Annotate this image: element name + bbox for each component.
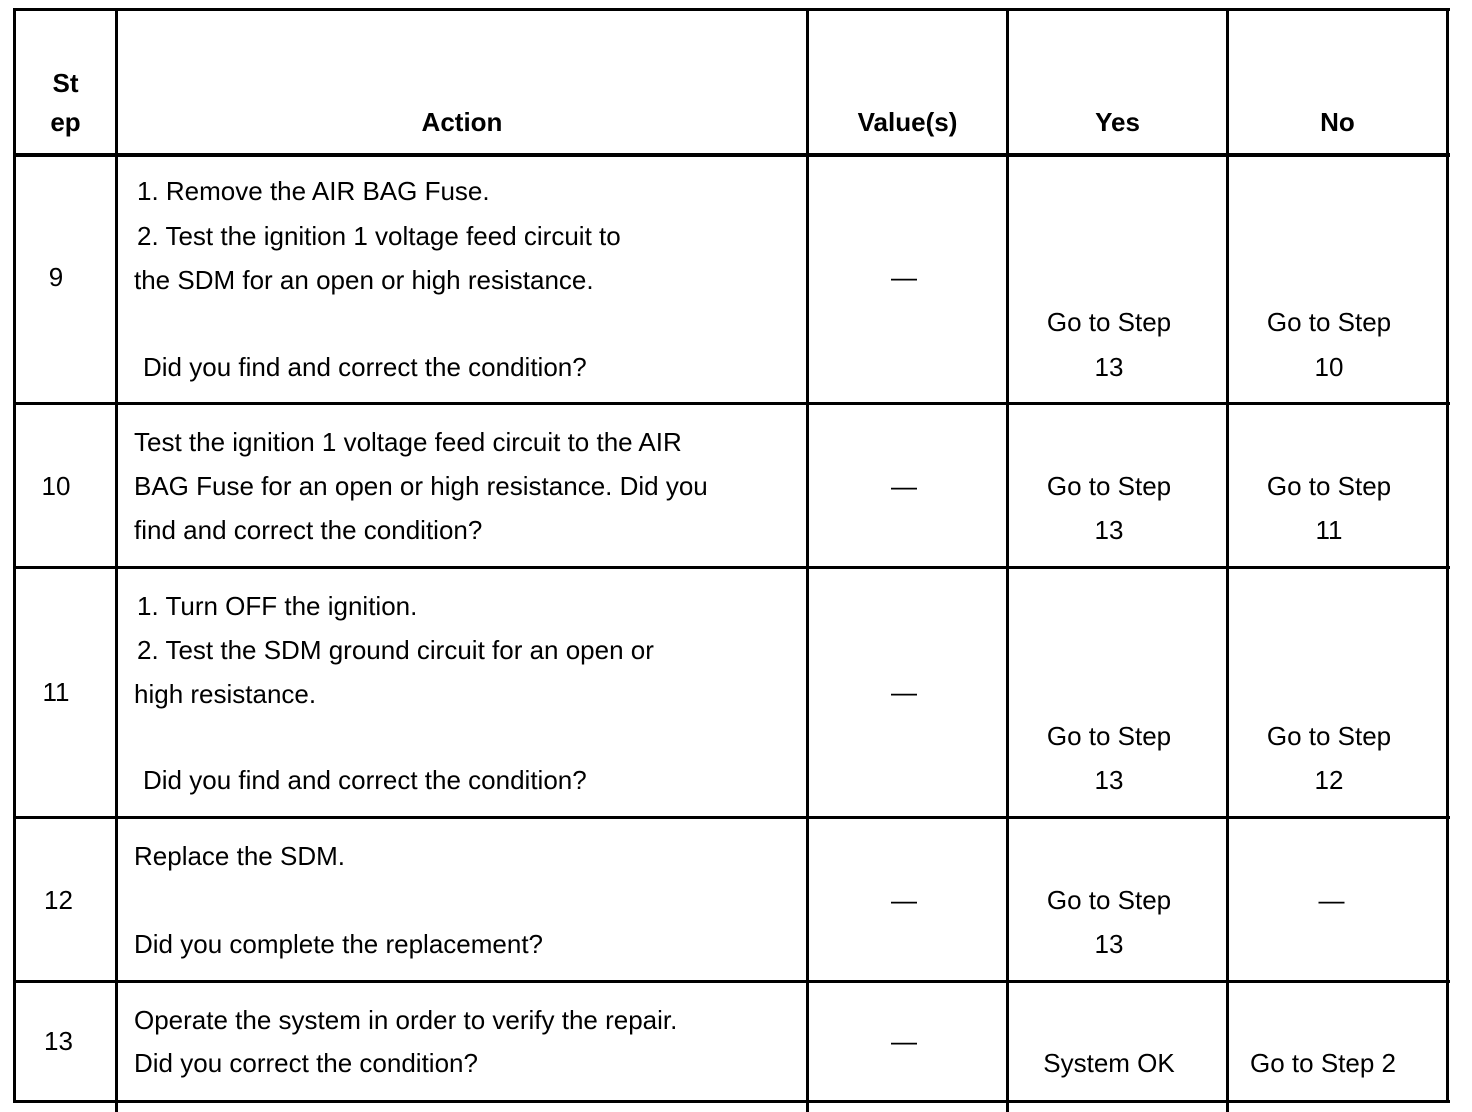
- header-no: No: [1320, 107, 1355, 137]
- step-number: 11: [42, 677, 70, 707]
- action-line: Did you find and correct the condition?: [143, 352, 587, 382]
- no-cell: Go to Step 2: [1250, 1048, 1396, 1078]
- yes-cell: 13: [1094, 352, 1124, 382]
- yes-cell: 13: [1094, 515, 1124, 545]
- column-divider: [1226, 8, 1229, 1112]
- action-line: Did you find and correct the condition?: [143, 765, 587, 795]
- no-cell: Go to Step: [1266, 721, 1392, 751]
- header-step-line2: ep: [50, 107, 81, 137]
- yes-cell: Go to Step: [1046, 471, 1172, 501]
- header-action: Action: [421, 107, 503, 137]
- step-number: 13: [44, 1026, 73, 1056]
- column-divider: [1446, 8, 1449, 1103]
- action-line: BAG Fuse for an open or high resistance. Did you: [134, 471, 708, 501]
- action-line: 2. Test the SDM ground circuit for an open or: [137, 635, 654, 665]
- value-cell: —: [891, 471, 917, 501]
- action-line: Replace the SDM.: [134, 841, 345, 871]
- row-divider: [14, 566, 1450, 569]
- no-cell: 12: [1314, 765, 1344, 795]
- no-cell: —: [1318, 885, 1345, 915]
- action-line: Test the ignition 1 voltage feed circuit to the AIR: [134, 427, 682, 457]
- yes-cell: Go to Step: [1046, 885, 1172, 915]
- action-line: 2. Test the ignition 1 voltage feed circuit to: [137, 221, 621, 251]
- step-number: 9: [48, 262, 64, 292]
- no-cell: 10: [1314, 352, 1344, 382]
- value-cell: —: [891, 262, 917, 292]
- no-cell: Go to Step: [1266, 307, 1392, 337]
- action-line: high resistance.: [134, 679, 317, 709]
- action-line: Did you correct the condition?: [134, 1048, 478, 1078]
- header-step-line1: St: [52, 68, 79, 98]
- header-values: Value(s): [857, 107, 958, 137]
- step-number: 10: [41, 471, 71, 501]
- table-top-border: [14, 8, 1450, 11]
- header-bottom-border: [14, 153, 1450, 157]
- action-line: the SDM for an open or high resistance.: [134, 265, 594, 295]
- action-line: 1. Remove the AIR BAG Fuse.: [137, 176, 490, 206]
- action-line: Operate the system in order to verify the repair.: [134, 1005, 678, 1035]
- action-line: Did you complete the replacement?: [134, 929, 544, 959]
- yes-cell: 13: [1094, 929, 1124, 959]
- row-divider: [14, 816, 1450, 819]
- row-divider: [14, 402, 1450, 405]
- step-number: 12: [44, 885, 73, 915]
- action-line: 1. Turn OFF the ignition.: [137, 591, 418, 621]
- column-divider: [13, 8, 16, 1103]
- value-cell: —: [891, 885, 917, 915]
- value-cell: —: [891, 677, 917, 707]
- no-cell: 11: [1315, 515, 1343, 545]
- yes-cell: Go to Step: [1046, 721, 1172, 751]
- row-divider: [14, 980, 1450, 983]
- no-cell: Go to Step: [1266, 471, 1392, 501]
- yes-cell: 13: [1094, 765, 1124, 795]
- table-bottom-border: [14, 1100, 1450, 1103]
- action-line: find and correct the condition?: [134, 515, 483, 545]
- column-divider: [115, 8, 118, 1112]
- column-divider: [806, 8, 809, 1112]
- header-yes: Yes: [1095, 107, 1140, 137]
- value-cell: —: [891, 1026, 917, 1056]
- yes-cell: System OK: [1043, 1048, 1175, 1078]
- yes-cell: Go to Step: [1046, 307, 1172, 337]
